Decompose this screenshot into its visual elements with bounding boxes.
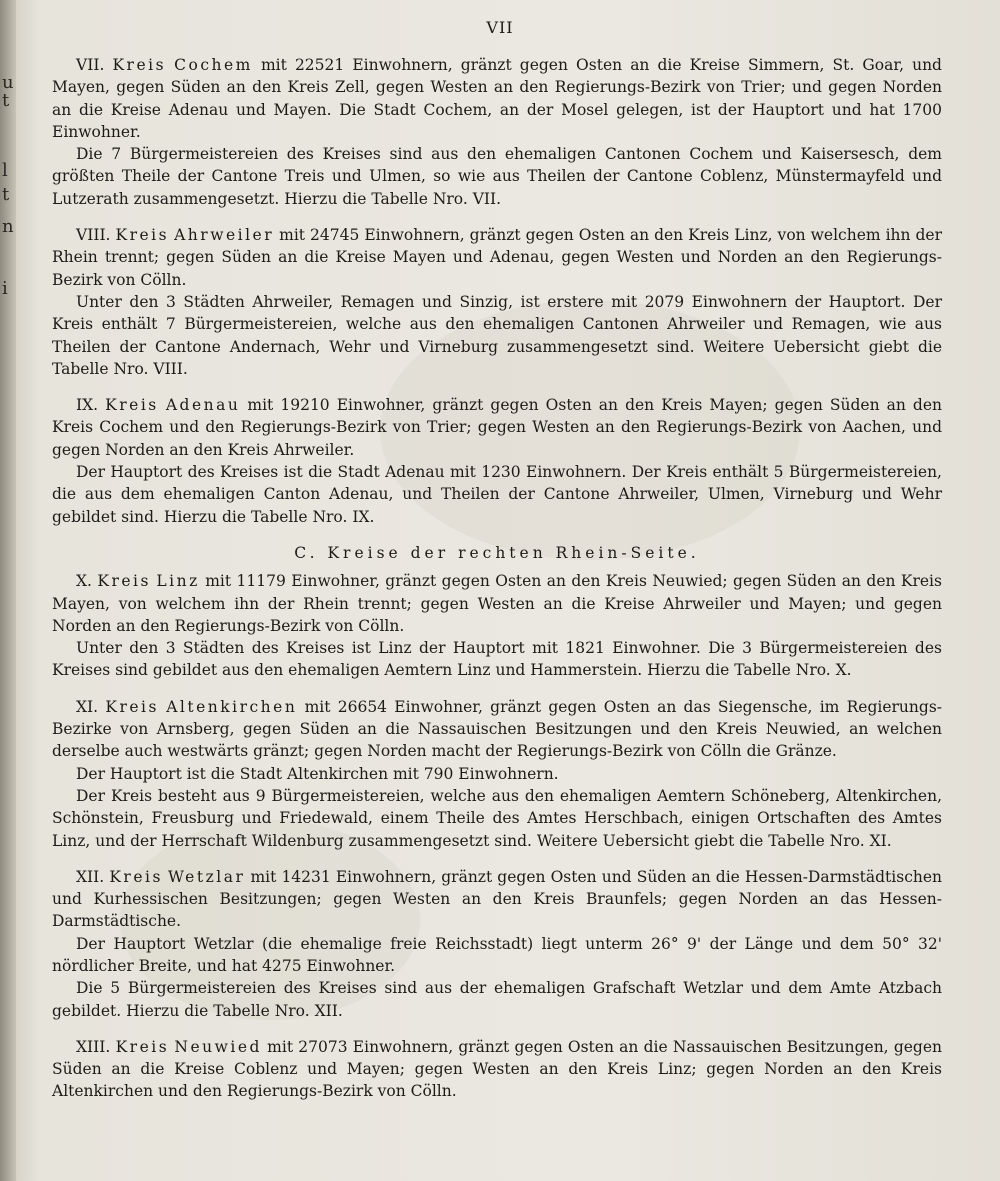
kreis-lead-text: mit 26654 Einwohner, gränzt gegen Osten an das Siegensche, im Regierungs-Bezirke von Arnsberg, gegen Süden an die Nassauischen Besitzungen und den Kreis Neuwied, an welchen derselbe auch westwärts gränzt; gegen Norden macht der Regierungs-Bezirk von Cölln die Gränze. [52, 697, 943, 761]
margin-letter: u [2, 72, 14, 93]
kreis-number: IX. [76, 396, 99, 415]
kreis-lead-text: mit 11179 Einwohner, gränzt gegen Osten an den Kreis Neuwied; gegen Süden an den Kreis Mayen, von welchem ihn der Rhein trennt; gegen Westen an die Kreise Ahrweiler und Mayen; und gegen Norden an den Regierungs-Bezirk von Cölln. [52, 572, 942, 635]
margin-letter: i [2, 278, 8, 299]
kreis-section-ix [52, 394, 942, 528]
page-number: VII [486, 18, 514, 37]
kreis-name: Altenkirchen [166, 697, 298, 716]
kreis-lead-paragraph [52, 394, 942, 461]
kreis-name: Cochem [174, 56, 253, 74]
kreis-paragraph: Die 7 Bürgermeistereien des Kreises sind aus den ehemaligen Cantonen Cochem und Kaisersesch, dem größten Theile der Cantone Treis und Ulmen, so wie aus Theilen der Cantone Coblenz, Münstermayfeld und Lutzerath zusammengesetzt. Hierzu die Tabelle Nro. VII. [52, 145, 942, 208]
margin-letter: n [2, 216, 14, 237]
kreis-lead-paragraph [52, 570, 942, 637]
kreis-lead-paragraph [52, 696, 942, 763]
kreis-label: Kreis [97, 572, 151, 591]
kreis-number: VIII. [76, 226, 111, 245]
kreis-lead-text: mit 22521 Einwohnern, gränzt gegen Osten an die Kreise Simmern, St. Goar, und Mayen, gegen Süden an den Kreis Zell, gegen Westen an den Regierungs-Bezirk von Trier; und gegen Norden an die Kreise Adenau und Mayen. Die Stadt Cochem, an der Mosel gelegen, ist der Hauptort und hat 1700 Einwohner. [52, 56, 942, 141]
kreis-lead-text: mit 27073 Einwohnern, gränzt gegen Osten an die Nassauischen Besitzungen, gegen Süden an die Kreise Coblenz und Mayen; gegen Westen an den Kreis Linz; gegen Norden an den Kreis Altenkirchen und den Regierungs-Bezirk von Cölln. [52, 1037, 943, 1101]
kreis-section-viii [52, 224, 942, 380]
kreis-number: VII. [76, 56, 105, 74]
kreis-number: XII. [76, 867, 105, 886]
kreis-lead-paragraph [52, 866, 942, 933]
kreis-label: Kreis [115, 1037, 170, 1056]
kreis-number: X. [76, 572, 92, 591]
kreis-name: Linz [156, 572, 200, 591]
kreis-paragraph: Die 5 Bürgermeistereien des Kreises sind aus der ehemaligen Grafschaft Wetzlar und dem Amte Atzbach gebildet. Hierzu die Tabelle Nro. XII. [52, 979, 942, 1020]
margin-letter: l [2, 160, 8, 181]
section-heading: C. Kreise der rechten Rhein-Seite. [294, 543, 700, 562]
kreis-lead-paragraph [52, 1036, 942, 1103]
kreis-paragraph: Unter den 3 Städten Ahrweiler, Remagen und Sinzig, ist erstere mit 2079 Einwohnern der Hauptort. Der Kreis enthält 7 Bürgermeistereien, welche aus den ehemaligen Cantonen Ahrweiler und Remagen, wie aus Theilen der Cantone Andernach, Wehr und Virneburg zusammengesetzt sind. Weitere Uebersicht giebt die Tabelle Nro. VIII. [52, 292, 942, 378]
kreis-section-xi [52, 696, 942, 852]
kreis-section-vii [52, 54, 942, 210]
kreis-label: Kreis [105, 396, 159, 415]
page-text [52, 54, 942, 1117]
kreis-number: XIII. [76, 1037, 111, 1056]
kreis-lead-text: mit 24745 Einwohnern, gränzt gegen Osten an den Kreis Linz, von welchem ihn der Rhein trennt; gegen Süden an die Kreise Mayen und Adenau, gegen Westen und Norden an den Regierungs-Bezirk von Cölln. [52, 226, 942, 289]
kreis-name: Neuwied [174, 1037, 262, 1056]
kreis-paragraph: Der Hauptort ist die Stadt Altenkirchen mit 790 Einwohnern. [76, 764, 559, 783]
kreis-lead-paragraph [52, 224, 942, 291]
kreis-lead-paragraph [52, 54, 942, 143]
kreis-lead-text: mit 19210 Einwohner, gränzt gegen Osten an den Kreis Mayen; gegen Süden an den Kreis Cochem und den Regierungs-Bezirk von Trier; gegen Westen an den Regierungs-Bezirk von Aachen, und gegen Norden an den Kreis Ahrweiler. [52, 396, 943, 459]
kreis-lead-text: mit 14231 Einwohnern, gränzt gegen Osten und Süden an die Hessen-Darmstädtischen und Kurhessischen Besitzungen; gegen Westen an den Kreis Braunfels; gegen Norden an das Hessen-Darmstädtische. [52, 867, 943, 931]
kreis-name: Wetzlar [168, 867, 246, 886]
kreis-label: Kreis [105, 697, 159, 716]
kreis-section-x [52, 570, 942, 681]
kreis-label: Kreis [112, 56, 167, 74]
margin-letter: t [2, 184, 10, 205]
kreis-name: Ahrweiler [174, 226, 275, 245]
margin-letter: t [2, 90, 10, 111]
kreis-section-xiii [52, 1036, 942, 1103]
kreis-label: Kreis [109, 867, 163, 886]
kreis-paragraph: Der Kreis besteht aus 9 Bürgermeistereien, welche aus den ehemaligen Aemtern Schöneberg, Altenkirchen, Schönstein, Freusburg und Friedewald, einem Theile des Amtes Herschbach, einigen Ortschaften des Amtes Linz, und der Herrschaft Wildenburg zusammengesetzt sind. Weitere Uebersicht giebt die Tabelle Nro. XI. [52, 786, 942, 850]
kreis-label: Kreis [115, 226, 170, 245]
kreis-paragraph: Unter den 3 Städten des Kreises ist Linz der Hauptort mit 1821 Einwohner. Die 3 Bürgermeistereien des Kreises sind gebildet aus den ehemaligen Aemtern Linz und Hammerstein. Hierzu die Tabelle Nro. X. [52, 639, 942, 680]
kreis-number: XI. [76, 697, 99, 716]
kreis-section-xii [52, 866, 942, 1022]
kreis-name: Adenau [165, 396, 241, 415]
kreis-paragraph: Der Hauptort Wetzlar (die ehemalige freie Reichsstadt) liegt unterm 26° 9' der Länge und dem 50° 32' nördlicher Breite, und hat 4275 Einwohner. [52, 934, 942, 975]
kreis-paragraph: Der Hauptort des Kreises ist die Stadt Adenau mit 1230 Einwohnern. Der Kreis enthält 5 Bürgermeistereien, die aus dem ehemaligen Canton Adenau, und Theilen der Cantone Ahrweiler, Ulmen, Virneburg und Wehr gebildet sind. Hierzu die Tabelle Nro. IX. [52, 463, 942, 526]
